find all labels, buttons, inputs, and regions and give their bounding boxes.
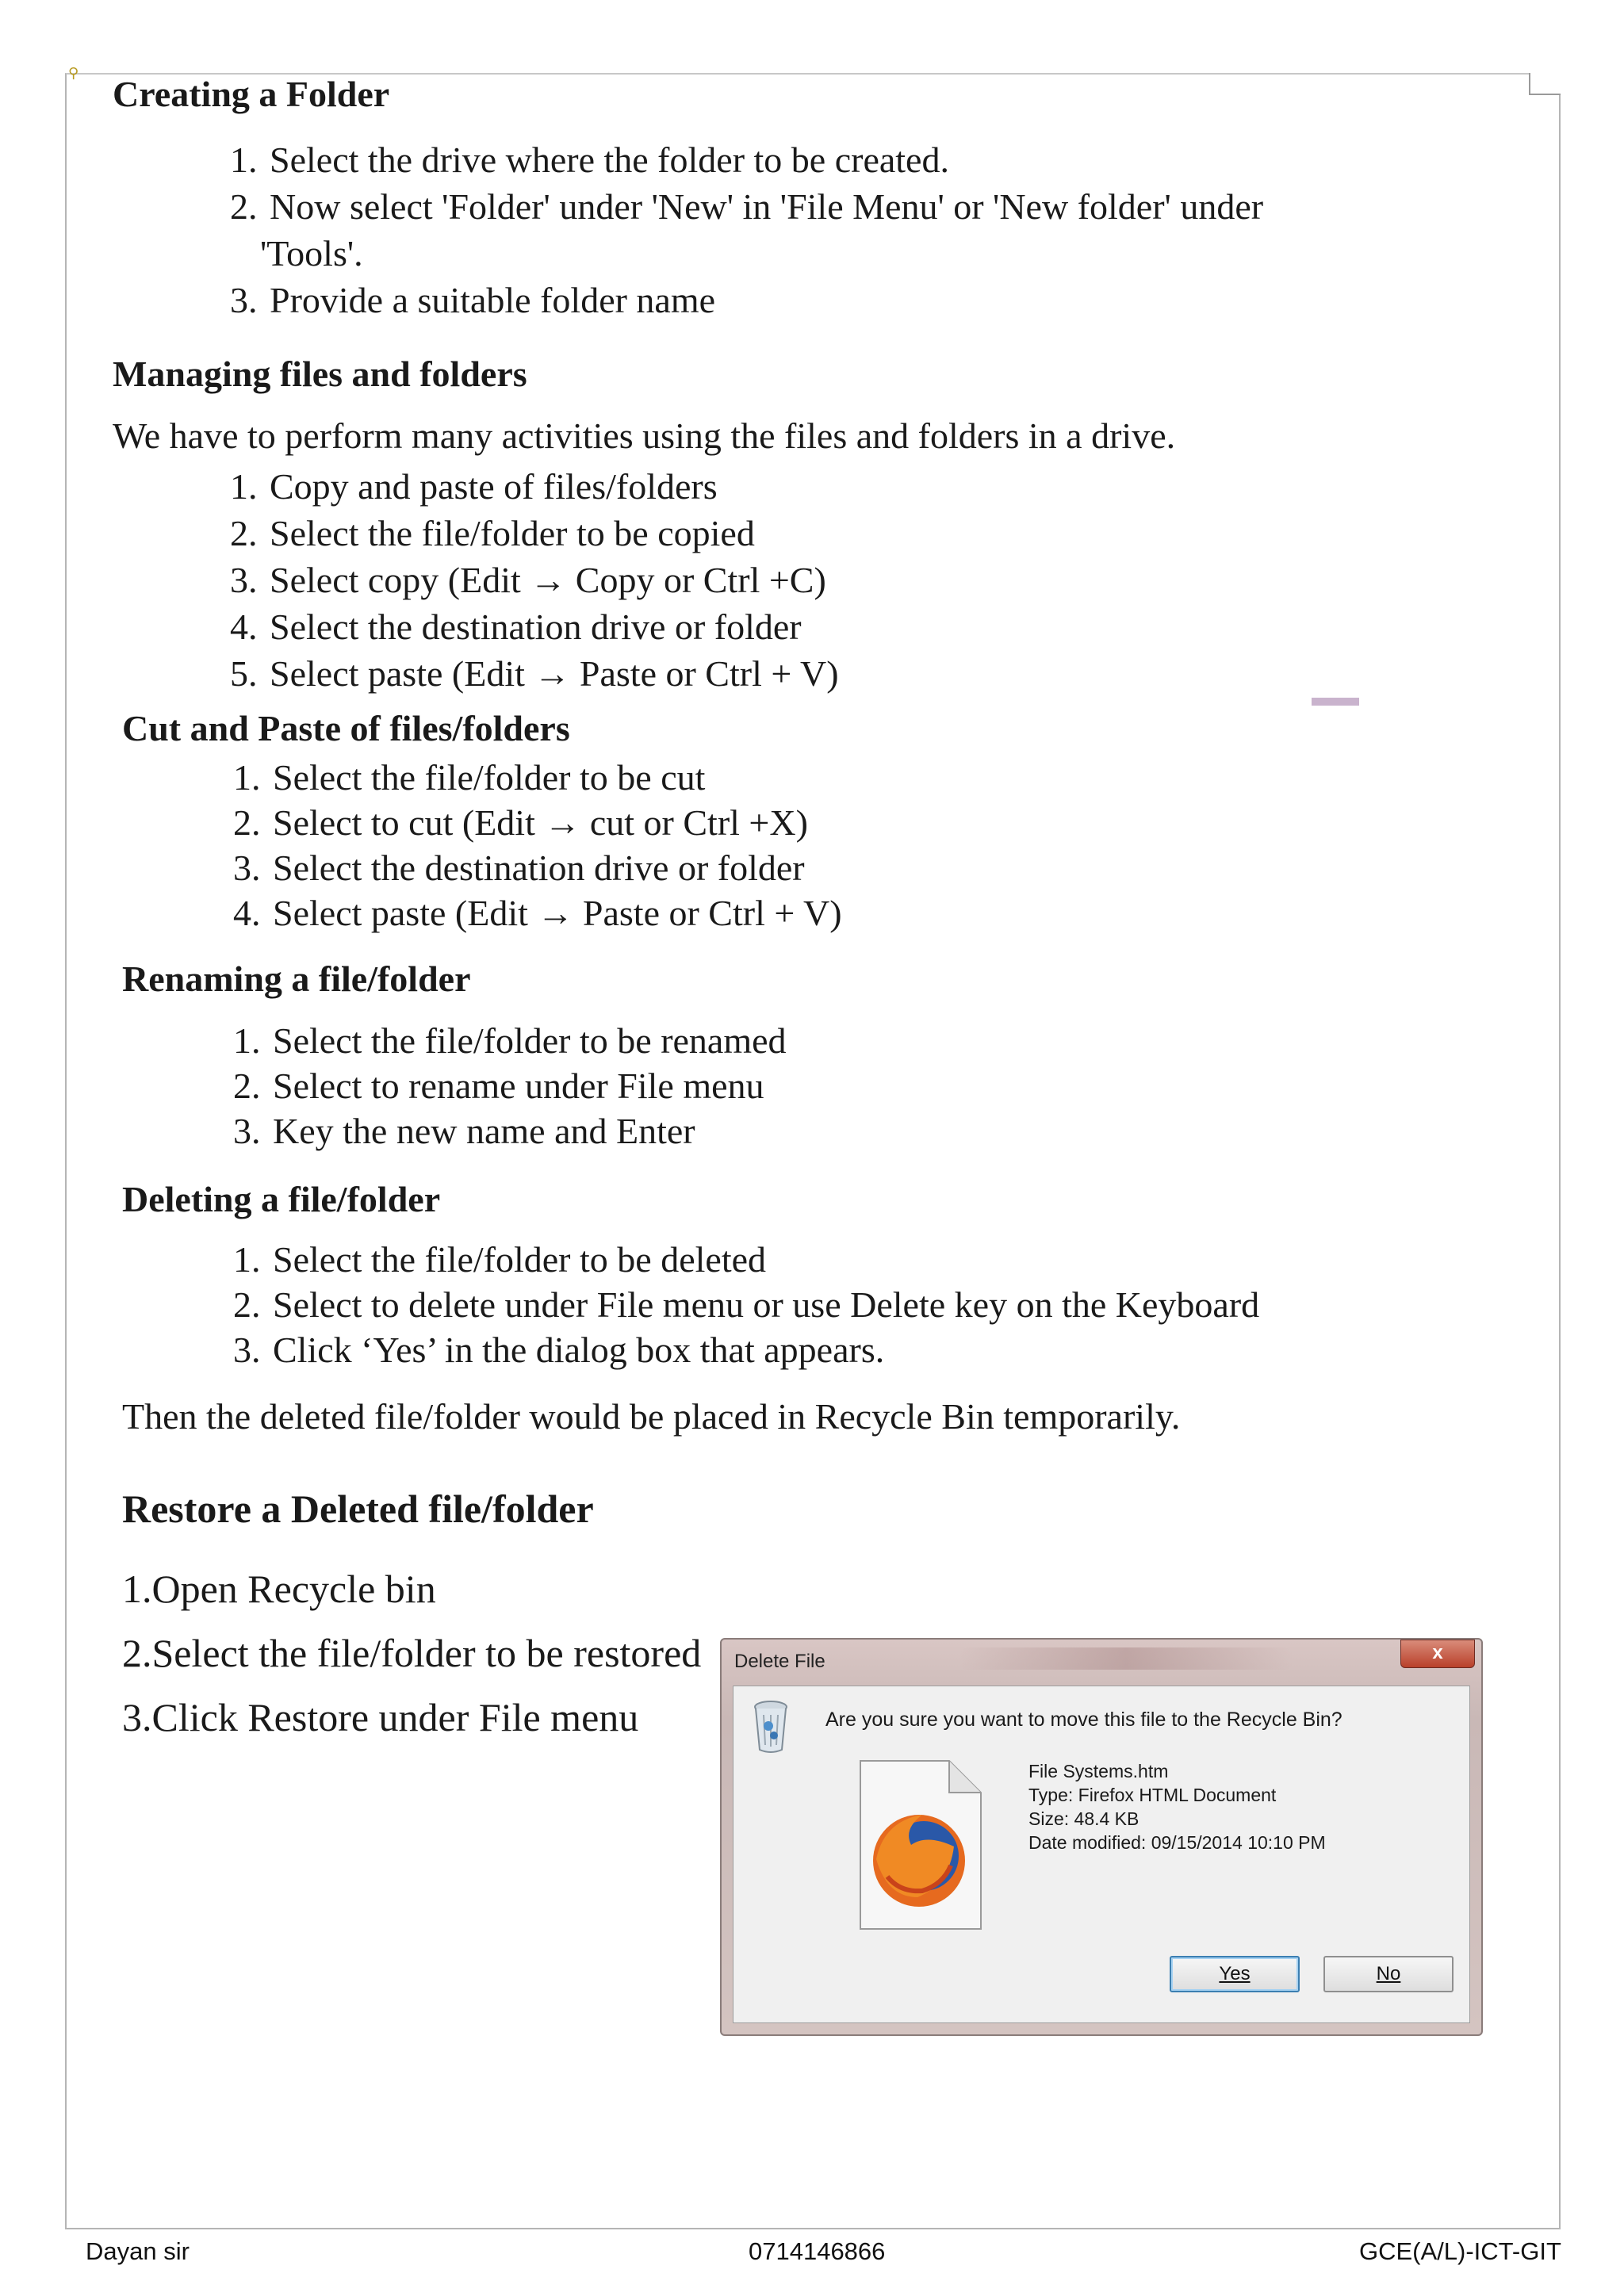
list-item: 3. Key the new name and Enter [233,1111,695,1151]
file-date: Date modified: 09/15/2014 10:10 PM [1028,1832,1326,1853]
heading-renaming: Renaming a file/folder [122,959,471,999]
list-item: 4. Select paste (Edit → Paste or Ctrl + V) [233,893,842,933]
managing-intro: We have to perform many activities using the files and folders in a drive. [113,415,1176,456]
list-item: 'Tools'. [260,233,363,274]
dialog-title: Delete File [734,1651,825,1672]
page-corner-fold [1529,73,1561,95]
heading-managing: Managing files and folders [113,354,527,394]
list-item: 3. Select copy (Edit → Copy or Ctrl +C) [230,560,826,600]
anchor-icon: ⚲ [68,65,79,82]
managing-list [230,463,839,697]
list-item: 2. Select to cut (Edit → cut or Ctrl +X) [233,802,808,843]
list-item: 1. Select the file/folder to be renamed [233,1020,787,1061]
title-bar-blur [959,1647,1293,1670]
highlight-mark [1312,698,1359,706]
list-item: 1.Open Recycle bin [122,1567,436,1611]
file-size: Size: 48.4 KB [1028,1808,1139,1829]
list-item: 1. Select the file/folder to be cut [233,757,706,798]
heading-restore: Restore a Deleted file/folder [122,1487,594,1531]
list-item: 3. Select the destination drive or folder [233,848,805,888]
dialog-body [733,1686,1470,2023]
list-item: 4. Select the destination drive or folder [230,607,802,647]
yes-button[interactable]: Yes [1170,1956,1300,1992]
list-item: 2. Select to delete under File menu or use Delete key on the Keyboard [233,1284,1260,1325]
list-item: 3.Click Restore under File menu [122,1695,639,1739]
list-item: 1. Copy and paste of files/folders [230,466,718,507]
list-item: 5. Select paste (Edit → Paste or Ctrl + V) [230,653,839,694]
file-name: File Systems.htm [1028,1761,1169,1781]
footer-author: Dayan sir [86,2237,190,2265]
footer-course: GCE(A/L)-ICT-GIT [1359,2237,1561,2265]
no-button[interactable]: No [1323,1956,1454,1992]
list-item: 2. Select the file/folder to be copied [230,513,755,553]
list-item: 2. Select to rename under File menu [233,1066,764,1106]
list-item: 1. Select the file/folder to be deleted [233,1239,767,1280]
list-item: 1. Select the drive where the folder to be created. [230,140,949,180]
list-item: 3. Click ‘Yes’ in the dialog box that appears. [233,1330,885,1370]
footer-phone: 0714146866 [749,2237,886,2265]
list-item: 2. Now select 'Folder' under 'New' in 'File Menu' or 'New folder' under [230,186,1264,227]
recycle-bin-icon [751,1697,791,1756]
heading-creating-folder: Creating a Folder [113,74,390,114]
renaming-list [233,1018,787,1154]
file-info [1028,1759,1326,1854]
dialog-question: Are you sure you want to move this file to the Recycle Bin? [825,1709,1342,1731]
delete-file-dialog [720,1638,1483,2036]
deleting-list [233,1237,1259,1372]
creating-folder-list [230,136,1263,323]
cut-paste-list [233,755,842,936]
list-item: 3. Provide a suitable folder name [230,280,716,320]
file-type: Type: Firefox HTML Document [1028,1785,1277,1805]
firefox-file-icon [856,1758,984,1932]
restore-list [122,1557,701,1750]
deleting-note: Then the deleted file/folder would be placed in Recycle Bin temporarily. [122,1396,1181,1437]
close-button[interactable]: x [1400,1640,1475,1668]
list-item: 2.Select the file/folder to be restored [122,1631,702,1675]
heading-cut-paste: Cut and Paste of files/folders [122,708,570,748]
heading-deleting: Deleting a file/folder [122,1179,441,1219]
